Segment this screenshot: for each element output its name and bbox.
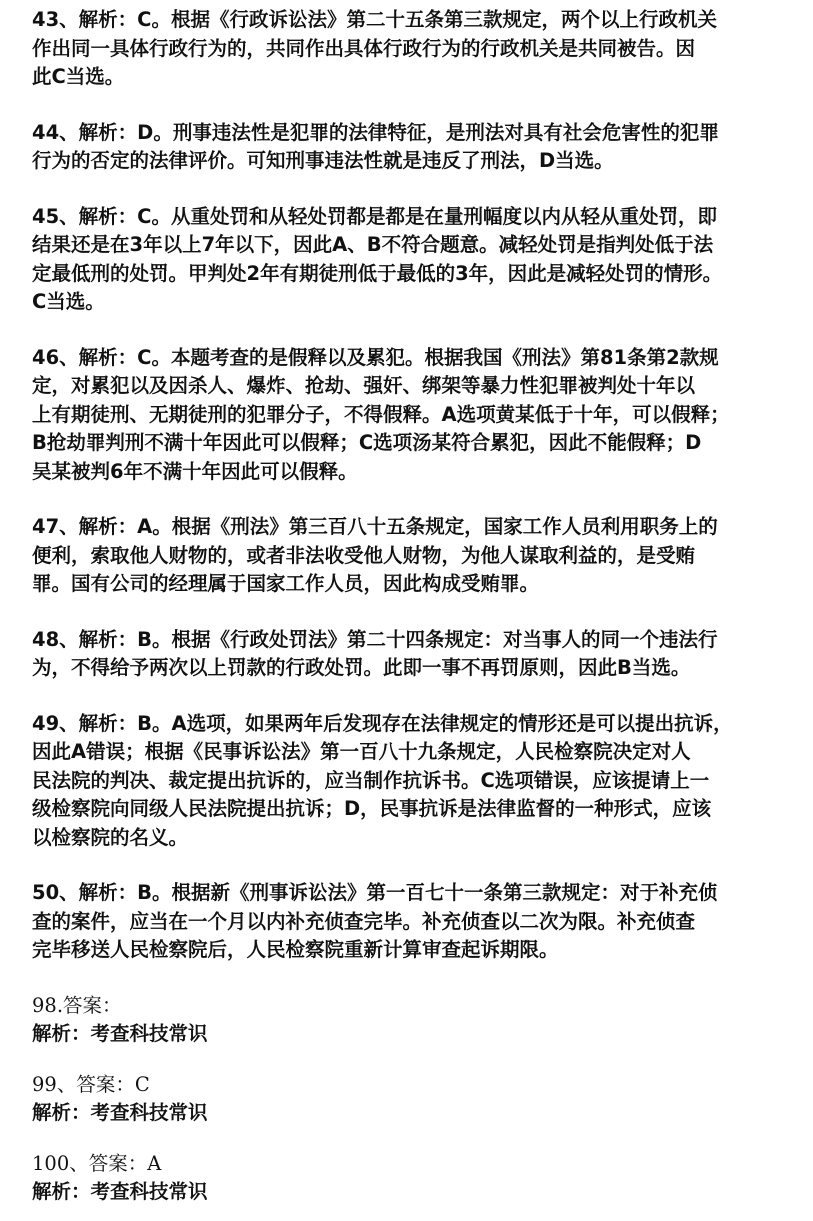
answer-line: 99、答案：C xyxy=(32,1072,150,1096)
text-line: 以检察院的名义。 xyxy=(32,825,189,849)
text-line: 45、解析：C。从重处罚和从轻处罚都是都是在量刑幅度以内从轻从重处罚，即 xyxy=(32,204,717,228)
answer-explanation: 解析：考查科技常识 xyxy=(32,1180,208,1203)
text-line: 定，对累犯以及因杀人、爆炸、抢劫、强奸、绑架等暴力性犯罪被判处十年以 xyxy=(32,374,696,397)
explanation-49 xyxy=(32,710,791,853)
answer-explanation: 解析：考查科技常识 xyxy=(32,1022,208,1045)
explanation-48 xyxy=(32,626,791,683)
text-line: 因此A错误；根据《民事诉讼法》第一百八十九条规定，人民检察院决定对人 xyxy=(32,740,691,763)
text-line: 49、解析：B。A选项，如果两年后发现存在法律规定的情形还是可以提出抗诉， xyxy=(32,711,733,735)
text-line: 为，不得给予两次以上罚款的行政处罚。此即一事不再罚原则，因此B当选。 xyxy=(32,656,691,679)
answer-100 xyxy=(32,1150,791,1207)
text-line: 罪。国有公司的经理属于国家工作人员，因此构成受贿罪。 xyxy=(32,572,540,595)
explanation-50 xyxy=(32,879,791,965)
answer-99 xyxy=(32,1071,791,1128)
answer-line: 100、答案：A xyxy=(32,1151,162,1175)
text-line: 48、解析：B。根据《行政处罚法》第二十四条规定：对当事人的同一个违法行 xyxy=(32,627,718,651)
text-line: 便利，索取他人财物的，或者非法收受他人财物，为他人谋取利益的，是受贿 xyxy=(32,543,696,567)
text-line: 民法院的判决、裁定提出抗诉的，应当制作抗诉书。C选项错误，应该提请上一 xyxy=(32,768,710,792)
text-line: C当选。 xyxy=(32,290,105,313)
text-line: 吴某被判6年不满十年因此可以假释。 xyxy=(32,459,358,483)
text-line: 47、解析：A。根据《刑法》第三百八十五条规定，国家工作人员利用职务上的 xyxy=(32,515,718,538)
text-line: B抢劫罪判刑不满十年因此可以假释；C选项汤某符合累犯，因此不能假释；D xyxy=(32,431,702,454)
text-line: 上有期徒刑、无期徒刑的犯罪分子，不得假释。A选项黄某低于十年，可以假释； xyxy=(32,402,730,426)
explanation-46 xyxy=(32,344,791,487)
explanation-45 xyxy=(32,203,791,317)
answer-explanation: 解析：考查科技常识 xyxy=(32,1101,208,1124)
text-line: 结果还是在3年以上7年以下，因此A、B不符合题意。减轻处罚是指判处低于法 xyxy=(32,233,714,256)
answer-98 xyxy=(32,992,791,1049)
explanation-43 xyxy=(32,6,791,92)
text-line: 此C当选。 xyxy=(32,65,125,88)
text-line: 44、解析：D。刑事违法性是犯罪的法律特征，是刑法对具有社会危害性的犯罪 xyxy=(32,120,719,144)
text-line: 级检察院向同级人民法院提出抗诉；D，民事抗诉是法律监督的一种形式，应该 xyxy=(32,797,712,820)
explanation-44 xyxy=(32,119,791,176)
text-line: 50、解析：B。根据新《刑事诉讼法》第一百七十一条第三款规定：对于补充侦 xyxy=(32,881,718,904)
text-line: 定最低刑的处罚。甲判处2年有期徒刑低于最低的3年，因此是减轻处罚的情形。 xyxy=(32,261,723,285)
text-line: 行为的否定的法律评价。可知刑事违法性就是违反了刑法，D当选。 xyxy=(32,149,614,172)
text-line: 作出同一具体行政行为的，共同作出具体行政行为的行政机关是共同被告。因 xyxy=(32,36,696,60)
text-line: 完毕移送人民检察院后，人民检察院重新计算审查起诉期限。 xyxy=(32,938,559,961)
answer-line: 98.答案： xyxy=(32,993,122,1017)
text-line: 46、解析：C。本题考查的是假释以及累犯。根据我国《刑法》第81条第2款规 xyxy=(32,345,719,369)
text-line: 43、解析：C。根据《行政诉讼法》第二十五条第三款规定，两个以上行政机关 xyxy=(32,8,717,31)
text-line: 查的案件，应当在一个月以内补充侦查完毕。补充侦查以二次为限。补充侦查 xyxy=(32,909,696,933)
explanation-47 xyxy=(32,513,791,599)
